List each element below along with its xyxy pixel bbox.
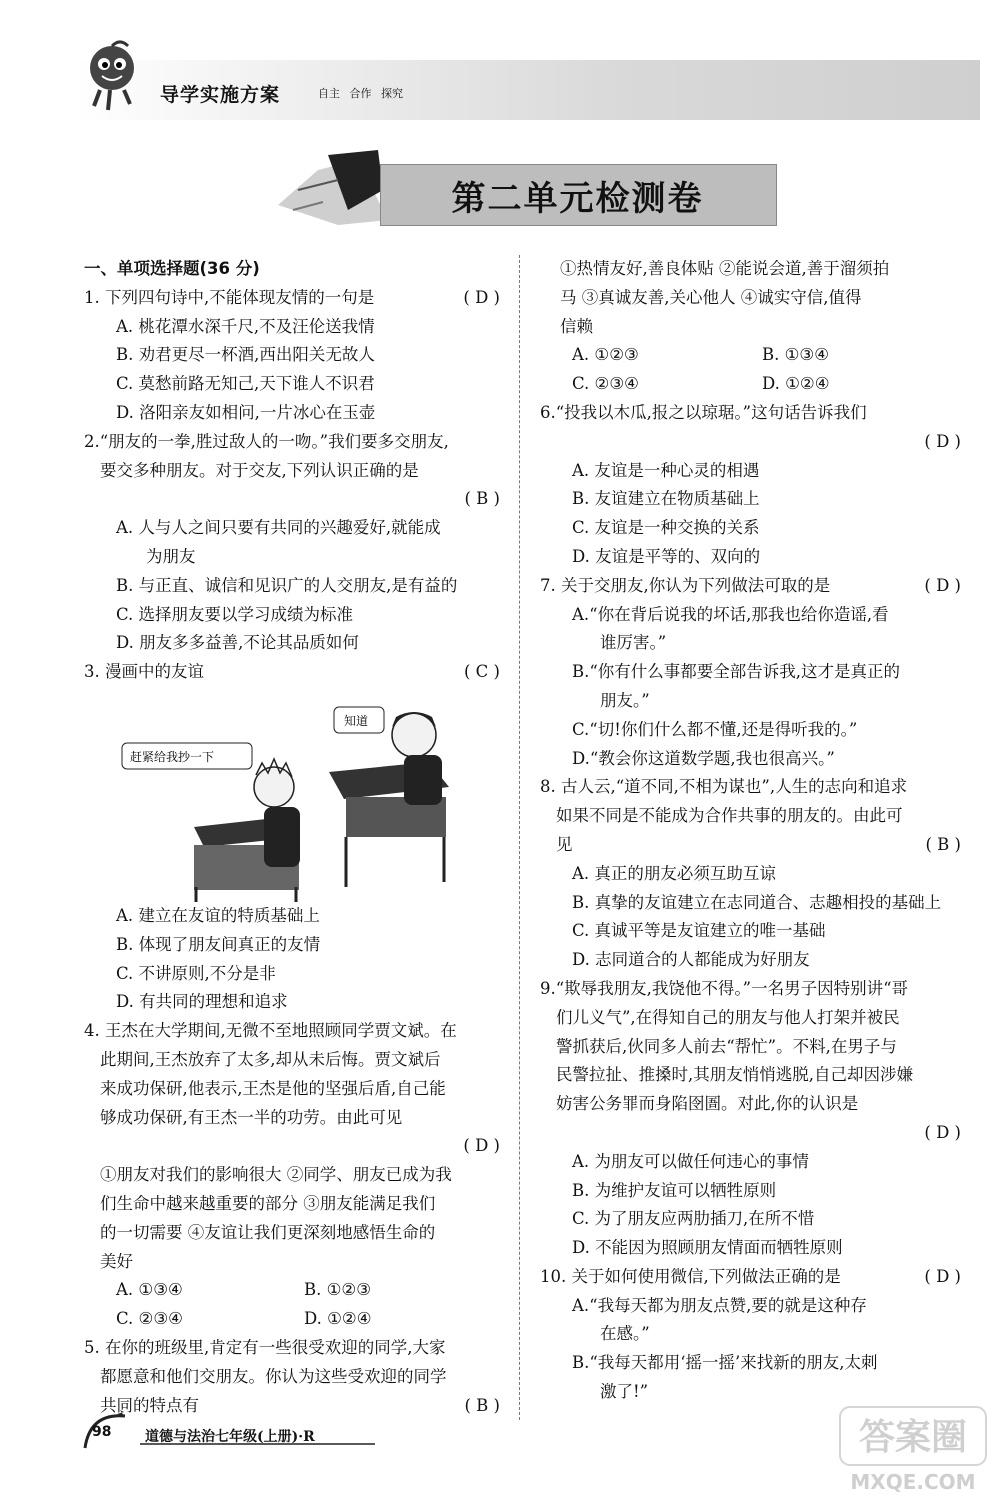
option: B.“你有什么事都要全部告诉我,这才是真正的 [572, 662, 901, 682]
option: A.“你在背后说我的坏话,那我也给你造谣,看 [572, 604, 889, 624]
option: B. 友谊建立在物质基础上 [572, 489, 760, 509]
unit-title: 第二单元检测卷 [451, 179, 704, 219]
statement: 马 ③真诚友善,关心他人 ④诚实守信,值得 [560, 287, 862, 307]
choice-row: C. ②③④ D. ①②④ [116, 1309, 372, 1329]
option: B.“我每天都用‘摇一摇’来找新的朋友,太刺 [572, 1353, 878, 1373]
question-5-cont: 都愿意和他们交朋友。你认为这些受欢迎的同学 [100, 1366, 447, 1386]
option: A.“我每天都为朋友点赞,要的就是这种存 [572, 1295, 867, 1315]
option: D. 友谊是平等的、双向的 [572, 546, 761, 566]
question-4-cont: 此期间,王杰放弃了太多,却从未后悔。贾文斌后 [100, 1049, 441, 1069]
question-8-cont: 如果不同是不能成为合作共事的朋友的。由此可 [556, 806, 903, 826]
question-4-cont: 够成功保研,有王杰一半的功劳。由此可见 [100, 1107, 403, 1127]
option-cont: 为朋友 [146, 546, 196, 566]
brand-tagline: 自主 合作 探究 [318, 87, 403, 100]
left-column [84, 255, 504, 1420]
right-column [540, 255, 965, 1407]
question-2: 2.“朋友的一拳,胜过敌人的一吻。”我们要多交朋友, [84, 431, 449, 451]
option-cont: 在感。” [600, 1324, 650, 1344]
option: C.“切!你们什么都不懂,还是得听我的。” [572, 719, 858, 739]
option: D. 有共同的理想和追求 [116, 992, 288, 1012]
section-heading: 一、单项选择题(36 分) [84, 259, 260, 278]
question-2-cont: 要交多种朋友。对于交友,下列认识正确的是 [100, 460, 419, 480]
answer-8: ( B ) [925, 834, 961, 854]
statement: 信赖 [560, 316, 593, 336]
question-8-cont: 见 ( B ) [540, 831, 965, 860]
option: A. 建立在友谊的特质基础上 [116, 905, 320, 925]
answer-6: ( D ) [924, 431, 961, 451]
option: A. 友谊是一种心灵的相遇 [572, 460, 760, 480]
answer-2-line [84, 485, 504, 514]
option: C. 友谊是一种交换的关系 [572, 518, 760, 538]
answer-3: ( C ) [464, 662, 500, 682]
brand-name: 导学实施方案 [160, 84, 281, 106]
statement: 的一切需要 ④友谊让我们更深刻地感悟生命的 [100, 1222, 436, 1242]
question-3: 3. 漫画中的友谊 ( C ) [84, 658, 504, 687]
answer-4: ( D ) [463, 1136, 500, 1156]
option: C. 真诚平等是友谊建立的唯一基础 [572, 921, 826, 941]
question-4: 4. 王杰在大学期间,无微不至地照顾同学贾文斌。在 [84, 1021, 457, 1041]
option: B. 劝君更尽一杯酒,西出阳关无故人 [116, 345, 375, 365]
answer-6-line [540, 428, 965, 457]
question-5: 5. 在你的班级里,肯定有一些很受欢迎的同学,大家 [84, 1337, 446, 1357]
question-4-cont: 来成功保研,他表示,王杰是他的坚强后盾,自己能 [100, 1078, 446, 1098]
choice-row: C. ②③④ D. ①②④ [572, 374, 830, 394]
svg-text:答案圈: 答案圈 [858, 1417, 968, 1458]
choice-row: A. ①②③ B. ①③④ [572, 345, 829, 365]
choice-row: A. ①③④ B. ①②③ [116, 1280, 371, 1300]
svg-text:MXQE.COM: MXQE.COM [850, 1470, 976, 1494]
option: B. 与正直、诚信和见识广的人交朋友,是有益的 [116, 575, 458, 595]
option: C. 选择朋友要以学习成绩为标准 [116, 604, 354, 624]
option: D. 洛阳亲友如相问,一片冰心在玉壶 [116, 402, 376, 422]
book-title: 道德与法治七年级(上册)·R [145, 1429, 315, 1445]
speech-bubble-left: 赶紧给我抄一下 [130, 749, 215, 764]
question-10: 10. 关于如何使用微信,下列做法正确的是 ( D ) [540, 1263, 965, 1292]
statement: ①热情友好,善良体贴 ②能说会道,善于溜须拍 [560, 259, 890, 278]
question-7: 7. 关于交朋友,你认为下列做法可取的是 ( D ) [540, 572, 965, 601]
column-divider [519, 255, 520, 1420]
page-number: 98 [92, 1424, 112, 1440]
option: C. 为了朋友应两肋插刀,在所不惜 [572, 1209, 815, 1229]
question-1: 1. 下列四句诗中,不能体现友情的一句是 ( D ) [84, 284, 504, 313]
question-8: 8. 古人云,“道不同,不相为谋也”,人生的志向和追求 [540, 777, 908, 797]
question-6: 6.“投我以木瓜,报之以琼琚。”这句话告诉我们 [540, 402, 867, 422]
answer-1: ( D ) [463, 287, 500, 307]
option: A. 人与人之间只要有共同的兴趣爱好,就能成 [116, 518, 441, 538]
question-5-cont: 共同的特点有 ( B ) [84, 1392, 504, 1421]
question-9-cont: 警抓获后,伙同多人前去“帮忙”。不料,在男子与 [556, 1036, 897, 1056]
option: A. 桃花潭水深千尺,不及汪伦送我情 [116, 316, 375, 336]
answer-7: ( D ) [924, 575, 961, 595]
option: D. 志同道合的人都能成为好朋友 [572, 950, 810, 970]
option: C. 莫愁前路无知己,天下谁人不识君 [116, 374, 375, 394]
option: B. 体现了朋友间真正的友情 [116, 934, 321, 954]
mascot-icon [80, 40, 150, 116]
question-9-cont: 们儿义气”,在得知自己的朋友与他人打架并被民 [556, 1007, 900, 1027]
watermark-logo [838, 1405, 988, 1495]
answer-4-line [84, 1132, 504, 1161]
speech-bubble-right: 知道 [344, 713, 369, 728]
answer-9-line [540, 1119, 965, 1148]
option-cont: 谁厉害。” [600, 633, 667, 653]
question-9-cont: 妨害公务罪而身陷囹圄。对此,你的认识是 [556, 1094, 859, 1114]
statement: 们生命中越来越重要的部分 ③朋友能满足我们 [100, 1193, 436, 1213]
option-cont: 朋友。” [600, 690, 650, 710]
option: D. 朋友多多益善,不论其品质如何 [116, 633, 359, 653]
option: A. 真正的朋友必须互助互谅 [572, 863, 776, 883]
option: B. 真挚的友谊建立在志同道合、志趣相投的基础上 [572, 892, 942, 912]
option-cont: 激了!” [600, 1382, 649, 1402]
option: D.“教会你这道数学题,我也很高兴。” [572, 748, 835, 768]
answer-9: ( D ) [924, 1122, 961, 1142]
option: C. 不讲原则,不分是非 [116, 963, 276, 983]
answer-2: ( B ) [464, 489, 500, 509]
comic-illustration [84, 687, 504, 902]
option: B. 为维护友谊可以牺牲原则 [572, 1180, 777, 1200]
statement: 美好 [100, 1251, 133, 1271]
option: D. 不能因为照顾朋友情面而牺牲原则 [572, 1238, 843, 1258]
question-9: 9.“欺辱我朋友,我饶他不得。”一名男子因特别讲“哥 [540, 978, 909, 998]
answer-5: ( B ) [464, 1395, 500, 1415]
statement: ①朋友对我们的影响很大 ②同学、朋友已成为我 [100, 1165, 452, 1185]
comic-drawing [84, 687, 504, 902]
option: A. 为朋友可以做任何违心的事情 [572, 1151, 809, 1171]
answer-10: ( D ) [924, 1266, 961, 1286]
question-9-cont: 民警拉扯、推搡时,其朋友悄悄逃脱,自己却因涉嫌 [556, 1065, 913, 1085]
